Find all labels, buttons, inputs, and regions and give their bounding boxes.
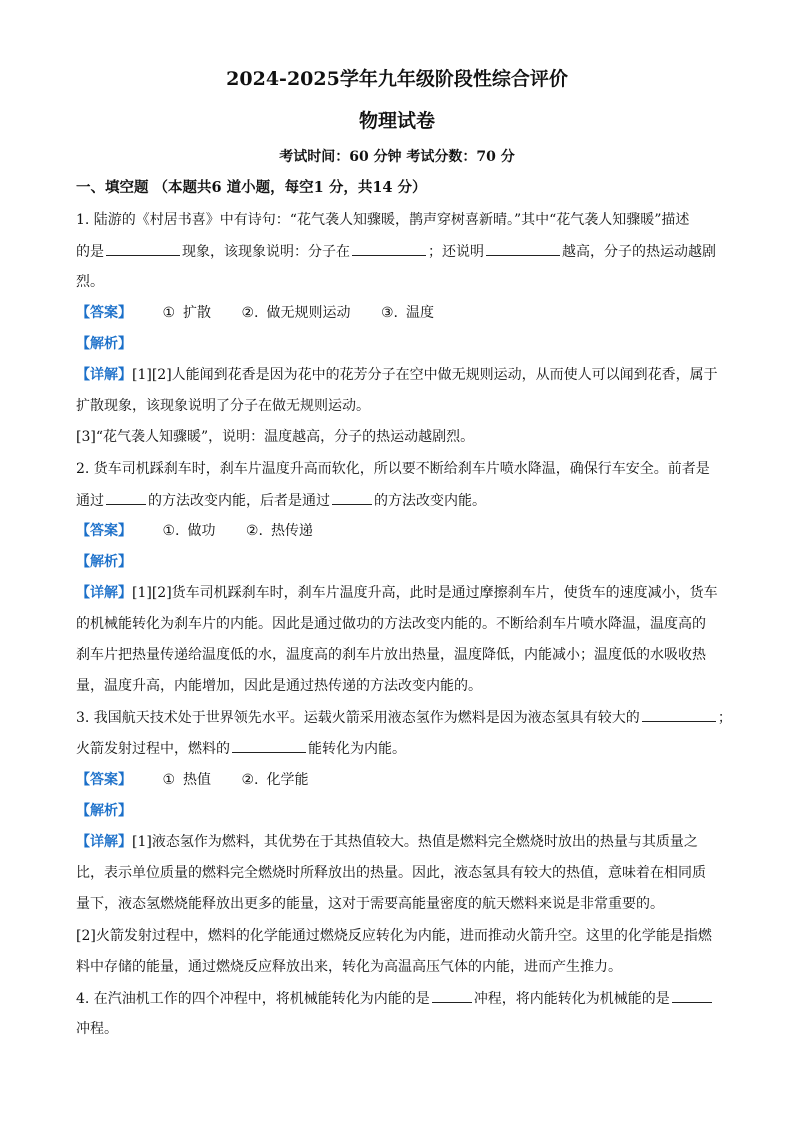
q2-detail-2: 的机械能转化为刹车片的内能。因此是通过做功的方法改变内能的。不断给刹车片喷水降温，温度高的 [76,616,706,632]
section-heading: 一、填空题 （本题共6 道小题，每空1 分，共14 分） [76,179,427,196]
q2-blank-2 [332,490,372,505]
answer-label: 【答案】 [76,305,132,321]
q1-text-d: 越高，分子的热运动越剧 [562,244,716,260]
q2-detail-3: 刹车片把热量传递给温度低的水，温度高的刹车片放出热量，温度降低，内能减小；温度低的水吸收热 [76,647,706,663]
exam-subject: 物理试卷 [358,110,435,132]
q2-detail-4: 量，温度升高，内能增加，因此是通过热传递的方法改变内能的。 [76,678,482,694]
q2-blank-1 [106,490,146,505]
q1-answer [76,303,724,323]
q1-detail-1: 【详解】[1][2]人能闻到花香是因为花中的花芳分子在空中做无规则运动，从而使人可以闻到花香，属于 [76,367,718,383]
q1-option-2: ②. 做无规则运动 [241,305,351,321]
q4-line-1: 4. 在汽油机工作的四个冲程中，将机械能转化为内能的是 冲程，将内能转化为机械能的是 [76,988,724,1009]
q3-detail-1: 【详解】[1]液态氢作为燃料，其优势在于其热值较大。热值是燃料完全燃烧时放出的热量与其质量之 [76,834,698,850]
q1-text-a: 的是 [76,244,104,260]
q3-option-2: ②. 化学能 [241,772,309,788]
q3-answer: 【答案】 ① 热值 ②. 化学能 [76,772,309,788]
q1-text-b: 现象，该现象说明：分子在 [182,244,350,260]
q2-line-2: 通过 的方法改变内能，后者是通过 的方法改变内能。 [76,490,724,511]
q1-option-1: ① 扩散 [162,305,212,321]
q2-answer: 【答案】 ①. 做功 ②. 热传递 [76,523,313,539]
q3-blank-1 [642,707,716,722]
q3-line-1: 3. 我国航天技术处于世界领先水平。运载火箭采用液态氢作为燃料是因为液态氢具有较大的 ； [76,707,724,728]
q3-detail-4: [2]火箭发射过程中，燃料的化学能通过燃烧反应转化为内能，进而推动火箭升空。这里的化学能是指燃 [76,928,712,944]
q4-blank-1 [432,988,472,1003]
q2-line-1: 2. 货车司机踩刹车时，刹车片温度升高而软化，所以要不断给刹车片喷水降温，确保行车安全。前者是 [76,461,710,477]
q3-blank-2 [232,738,306,753]
q1-line-1: 1. 陆游的《村居书喜》中有诗句：“花气袭人知骤暖，鹊声穿树喜新晴。”其中“花气袭人知骤暖”描述 [76,212,690,228]
q3-option-1: ① 热值 [162,772,212,788]
q2-analysis-label: 【解析】 [76,554,132,570]
q1-analysis-label: 【解析】 [76,336,132,352]
q1-line-3: 烈。 [76,274,104,290]
exam-info: 考试时间：60 分钟 考试分数：70 分 [279,149,515,165]
q2-option-1: ①. 做功 [162,523,216,539]
q1-detail-3: [3]“花气袭人知骤暖”，说明：温度越高，分子的热运动越剧烈。 [76,429,475,445]
q1-detail-2: 扩散现象，该现象说明了分子在做无规则运动。 [76,398,370,414]
q1-blank-3 [486,241,560,256]
q2-option-2: ②. 热传递 [245,523,313,539]
exam-title: 2024-2025学年九年级阶段性综合评价 [226,68,568,90]
q3-detail-3: 量下，液态氢燃烧能释放出更多的能量，这对于需要高能量密度的航天燃料来说是非常重要的。 [76,896,664,912]
q1-text-c: ；还说明 [428,244,484,260]
q1-option-3: ③. 温度 [380,305,434,321]
q3-analysis-label: 【解析】 [76,803,132,819]
detail-label: 【详解】 [76,367,132,383]
q4-blank-2 [672,988,712,1003]
q4-line-2: 冲程。 [76,1021,118,1037]
q1-blank-2 [352,241,426,256]
q1-line-2 [76,241,724,262]
q2-detail-1: 【详解】[1][2]货车司机踩刹车时，刹车片温度升高，此时是通过摩擦刹车片，使货车的速度减小，货车 [76,585,718,601]
q1-blank-1 [106,241,180,256]
q3-detail-2: 比，表示单位质量的燃料完全燃烧时所释放出的热量。因此，液态氢具有较大的热值，意味着在相同质 [76,865,706,881]
q3-line-2: 火箭发射过程中，燃料的 能转化为内能。 [76,738,724,759]
q3-detail-5: 料中存储的能量，通过燃烧反应释放出来，转化为高温高压气体的内能，进而产生推力。 [76,959,622,975]
